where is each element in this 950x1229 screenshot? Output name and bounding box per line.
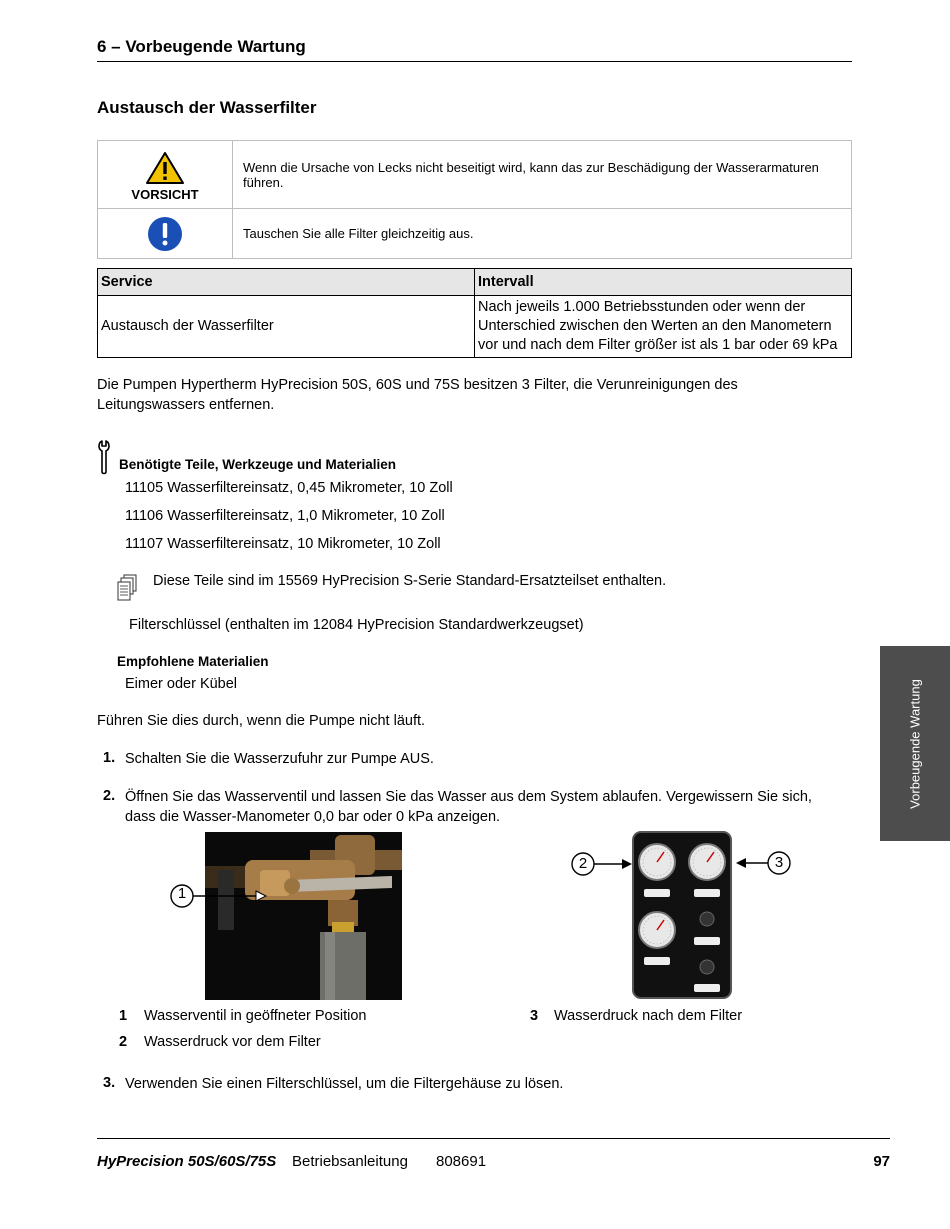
footer-rule: [97, 1138, 890, 1139]
page-number: 97: [873, 1153, 890, 1170]
info-row: [98, 209, 852, 259]
column-header-service: Service: [98, 269, 475, 296]
legend-number: 1: [119, 1008, 128, 1024]
notice-table: [97, 140, 852, 259]
info-cell: [98, 209, 233, 259]
step-text: Schalten Sie die Wasserzufuhr zur Pumpe AUS.: [125, 751, 434, 767]
footer-doc-type: Betriebsanleitung: [292, 1153, 408, 1170]
side-tab: [880, 646, 950, 841]
gauge-icon: [639, 912, 675, 948]
legend-number: 3: [530, 1008, 539, 1024]
callout-1: 1: [177, 885, 187, 902]
tool-item: Filterschlüssel (enthalten im 12084 HyPrecision Standardwerkzeugset): [129, 617, 584, 633]
list-item: 11105 Wasserfiltereinsatz, 0,45 Mikrometer, 10 Zoll: [125, 480, 453, 496]
kit-note: Diese Teile sind im 15569 HyPrecision S-Serie Standard-Ersatzteilset enthalten.: [153, 573, 667, 589]
caution-label: VORSICHT: [131, 187, 199, 202]
materials-item: Eimer oder Kübel: [125, 676, 238, 692]
legend-number: 2: [119, 1034, 128, 1050]
valve-photo: [160, 830, 405, 1002]
callout-2: 2: [578, 855, 588, 872]
service-table-header: [98, 269, 852, 296]
footer-product: HyPrecision 50S/60S/75S: [97, 1153, 277, 1170]
intro-paragraph: Die Pumpen Hypertherm HyPrecision 50S, 60S und 75S besitzen 3 Filter, die Verunreinigungen des Leitungswassers entfernen.: [97, 377, 738, 413]
materials-heading: Empfohlene Materialien: [117, 654, 269, 669]
caution-text: Wenn die Ursache von Lecks nicht beseitigt wird, kann das zur Beschädigung der Wasserarmaturen führen.: [233, 141, 852, 209]
service-table: [97, 268, 852, 358]
step-text: Verwenden Sie einen Filterschlüssel, um die Filtergehäuse zu lösen.: [125, 1076, 564, 1092]
legend-text: Wasserdruck vor dem Filter: [144, 1034, 321, 1050]
service-cell: Austausch der Wasserfilter: [98, 296, 475, 358]
callout-3: 3: [774, 854, 784, 871]
header-rule: [97, 61, 852, 62]
gauge-icon: [689, 844, 725, 880]
section-title: Austausch der Wasserfilter: [97, 98, 317, 117]
chapter-heading: 6 – Vorbeugende Wartung: [97, 37, 306, 56]
column-header-interval: Intervall: [475, 269, 852, 296]
gauge-panel: [560, 830, 800, 1002]
parts-heading: Benötigte Teile, Werkzeuge und Materialien: [119, 457, 397, 472]
wrench-icon: [96, 439, 116, 475]
info-text: Tauschen Sie alle Filter gleichzeitig aus.: [233, 209, 852, 259]
list-item: 11106 Wasserfiltereinsatz, 1,0 Mikrometer, 10 Zoll: [125, 508, 445, 524]
documents-icon: [116, 574, 138, 602]
step-number: 1.: [103, 750, 116, 766]
caution-row: [98, 141, 852, 209]
condition-text: Führen Sie dies durch, wenn die Pumpe nicht läuft.: [97, 713, 426, 729]
step-text: Öffnen Sie das Wasserventil und lassen Sie das Wasser aus dem System ablaufen. Vergewissern Sie sich, dass die Wasser-Manometer 0,0 bar oder 0 kPa anzeigen.: [125, 789, 812, 825]
step-number: 3.: [103, 1075, 116, 1091]
caution-cell: [98, 141, 233, 209]
list-item: 11107 Wasserfiltereinsatz, 10 Mikrometer, 10 Zoll: [125, 536, 441, 552]
gauge-icon: [639, 844, 675, 880]
warning-triangle-icon: [145, 151, 185, 185]
footer-doc-number: 808691: [436, 1153, 487, 1170]
table-row: [98, 296, 852, 358]
legend-text: Wasserventil in geöffneter Position: [144, 1008, 367, 1024]
exclamation-circle-icon: [147, 216, 183, 252]
legend-text: Wasserdruck nach dem Filter: [554, 1008, 743, 1024]
step-number: 2.: [103, 788, 116, 804]
side-tab-label: Vorbeugende Wartung: [907, 678, 923, 809]
interval-cell: Nach jeweils 1.000 Betriebsstunden oder wenn der Unterschied zwischen den Werten an den Manometern vor und nach dem Filter größer ist als 1 bar oder 69 kPa: [475, 296, 852, 358]
